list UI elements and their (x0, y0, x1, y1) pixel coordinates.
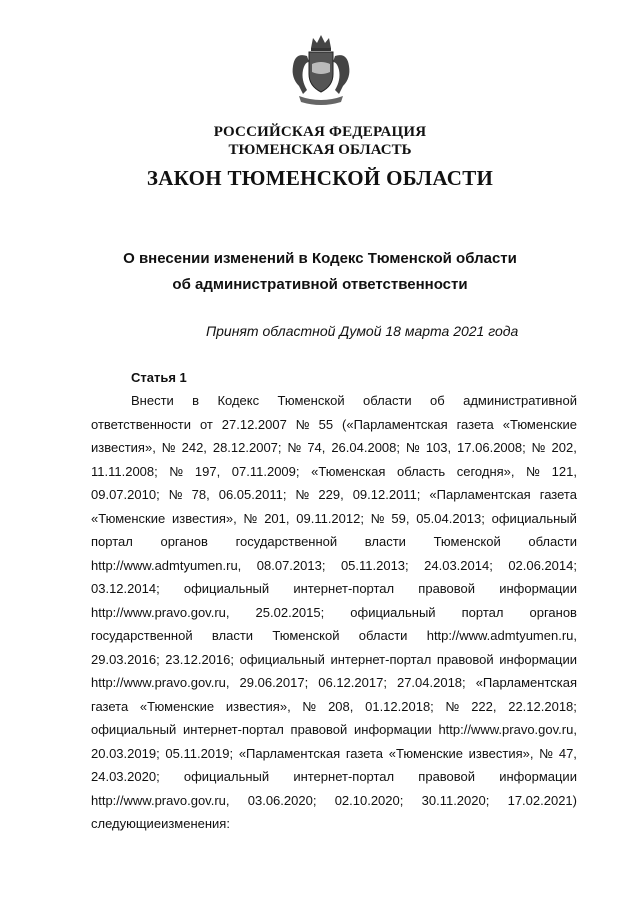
article-text-line: http://www.admtyumen.ru, 08.07.2013; 05.11.2013; 24.03.2014; 02.06.2014; (91, 557, 577, 573)
article-text-line: известия», № 242, 28.12.2007; № 74, 26.04.2008; № 103, 17.06.2008; № 202, (91, 440, 577, 455)
article-text-line: официальный интернет-портал правовой информации http://www.pravo.gov.ru, (91, 722, 577, 737)
article-text-line: государственной власти Тюменской области http://www.admtyumen.ru, (91, 628, 577, 643)
article-text-line: портал органов государственной власти Тюменской области (91, 534, 577, 549)
adoption-note: Принят областной Думой 18 марта 2021 года (206, 323, 519, 339)
article-text-line: 11.11.2008; № 197, 07.11.2009; «Тюменская область сегодня», № 121, (91, 463, 577, 479)
header-region: ТЮМЕНСКАЯ ОБЛАСТЬ (228, 142, 412, 158)
article-heading: Статья 1 (131, 370, 187, 385)
law-heading: ЗАКОН ТЮМЕНСКОЙ ОБЛАСТИ (146, 166, 494, 190)
article-body (91, 392, 577, 839)
article-text-line: http://www.pravo.gov.ru, 03.06.2020; 02.10.2020; 30.11.2020; 17.02.2021) (91, 792, 577, 808)
article-text-line: Внести в Кодекс Тюменской области об административной (131, 393, 577, 408)
title-line-1: О внесении изменений в Кодекс Тюменской области (123, 250, 517, 267)
coat-of-arms-emblem (285, 30, 357, 110)
article-text-line: ответственности от 27.12.2007 № 55 («Парламентская газета «Тюменские (91, 416, 577, 432)
article-text-line: http://www.pravo.gov.ru, 25.02.2015; официальный портал органов (91, 604, 577, 620)
article-text-line: 29.03.2016; 23.12.2016; официальный интернет-портал правовой информации (91, 651, 577, 667)
article-text-line: «Тюменские известия», № 201, 09.11.2012; № 59, 05.04.2013; официальный (91, 510, 577, 526)
article-text-line: 09.07.2010; № 78, 06.05.2011; № 229, 09.12.2011; «Парламентская газета (91, 487, 577, 502)
article-text-line: 24.03.2020; официальный интернет-портал правовой информации (91, 769, 577, 784)
article-text-line: газета «Тюменские известия», № 208, 01.12.2018; № 222, 22.12.2018; (91, 698, 577, 714)
header-country: РОССИЙСКАЯ ФЕДЕРАЦИЯ (213, 124, 427, 140)
article-text-line: 03.12.2014; официальный интернет-портал правовой информации (91, 581, 577, 596)
title-line-2: об административной ответственности (172, 276, 468, 293)
article-text-line: 20.03.2019; 05.11.2019; «Парламентская газета «Тюменские известия», № 47, (91, 745, 577, 761)
article-text-line: http://www.pravo.gov.ru, 29.06.2017; 06.12.2017; 27.04.2018; «Парламентская (91, 675, 577, 690)
article-text-line: следующие изменения: (91, 816, 230, 831)
